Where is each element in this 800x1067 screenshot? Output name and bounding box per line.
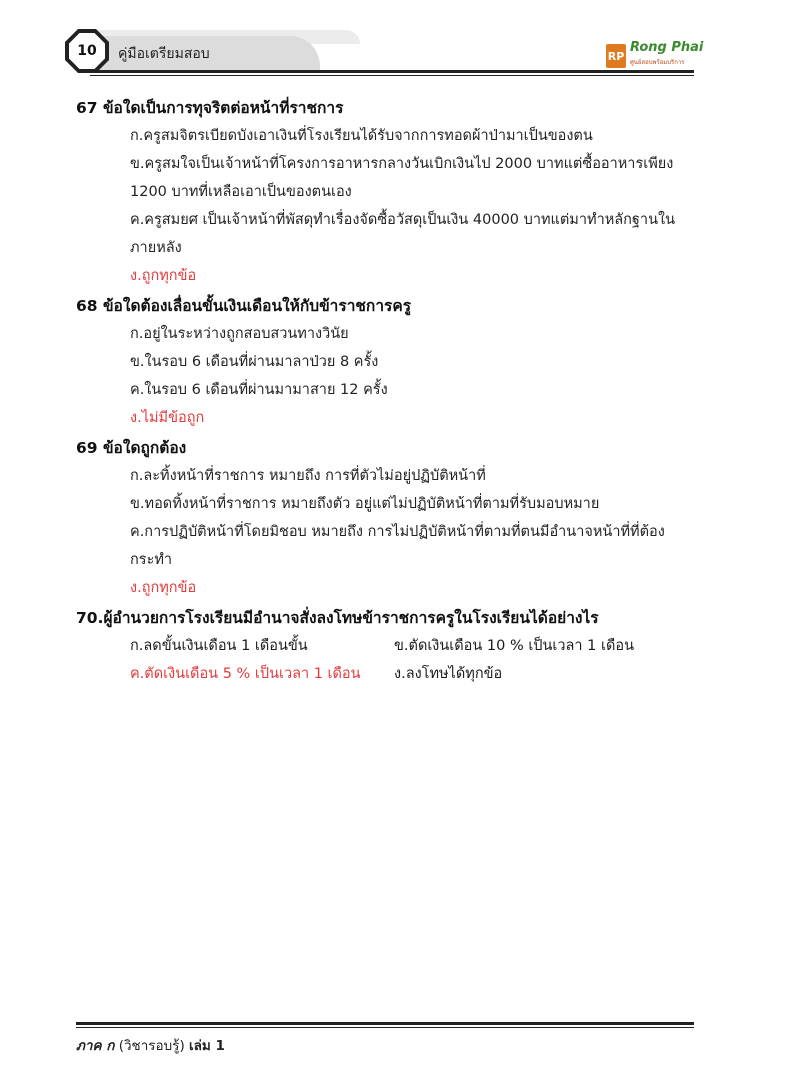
footer-rule-thin <box>76 1027 694 1028</box>
question-title: 70.ผู้อำนวยการโรงเรียนมีอำนาจสั่งลงโทษข้าราชการครูในโรงเรียนได้อย่างไร <box>76 609 599 627</box>
logo-mark: RP <box>606 44 626 68</box>
option-row <box>130 632 706 660</box>
option-answer: ง.ไม่มีข้อถูก <box>130 410 205 426</box>
option: ข.ครูสมใจเป็นเจ้าหน้าที่โครงการอาหารกลางวันเบิกเงินไป 2000 บาทแต่ซื้ออาหารเพียง <box>130 156 674 172</box>
footer-subject: (วิชารอบรู้) <box>118 1038 185 1054</box>
header-rule <box>90 70 694 73</box>
logo-subtitle: ศูนย์สอบพร้อมบริการ <box>630 59 685 66</box>
page-number: 10 <box>77 43 97 59</box>
logo-name: Rong Phai <box>630 40 704 55</box>
question-block <box>76 94 706 290</box>
option-continuation: ภายหลัง <box>130 240 182 256</box>
option: ค.การปฏิบัติหน้าที่โดยมิชอบ หมายถึง การไม่ปฏิบัติหน้าที่ตามที่ตนมีอำนาจหน้าที่ที่ต้อง <box>130 524 665 540</box>
header-rule-thin <box>90 75 694 76</box>
option: ก.อยู่ในระหว่างถูกสอบสวนทางวินัย <box>130 326 349 342</box>
option-continuation: 1200 บาทที่เหลือเอาเป็นของตนเอง <box>130 184 352 200</box>
footer-part: ภาค ก <box>76 1038 115 1054</box>
option-b: ข.ตัดเงินเดือน 10 % เป็นเวลา 1 เดือน <box>394 638 634 654</box>
page-header <box>0 0 800 100</box>
option-answer: ง.ถูกทุกข้อ <box>130 580 197 596</box>
option: ก.ครูสมจิตรเบียดบังเอาเงินที่โรงเรียนได้รับจากการทอดผ้าป่ามาเป็นของตน <box>130 128 593 144</box>
header-title: คู่มือเตรียมสอบ <box>118 46 210 62</box>
question-block <box>76 434 706 602</box>
option-answer: ง.ถูกทุกข้อ <box>130 268 197 284</box>
option-a: ก.ลดขั้นเงินเดือน 1 เดือนขั้น <box>130 638 308 654</box>
question-list <box>76 94 706 602</box>
question-title: 67 ข้อใดเป็นการทุจริตต่อหน้าที่ราชการ <box>76 99 344 117</box>
footer-rule <box>76 1022 694 1025</box>
footer-volume: เล่ม 1 <box>189 1038 225 1054</box>
option: ข.ในรอบ 6 เดือนที่ผ่านมาลาป่วย 8 ครั้ง <box>130 354 379 370</box>
option: ค.ครูสมยศ เป็นเจ้าหน้าที่พัสดุทำเรื่องจัดซื้อวัสดุเป็นเงิน 40000 บาทแต่มาทำหลักฐานใน <box>130 212 675 228</box>
question-block <box>76 292 706 432</box>
option-continuation: กระทำ <box>130 552 173 568</box>
question-title: 68 ข้อใดต้องเลื่อนขั้นเงินเดือนให้กับข้าราชการครู <box>76 297 412 315</box>
option: ข.ทอดทิ้งหน้าที่ราชการ หมายถึงตัว อยู่แต่ไม่ปฏิบัติหน้าที่ตามที่รับมอบหมาย <box>130 496 600 512</box>
option: ค.ในรอบ 6 เดือนที่ผ่านมามาสาย 12 ครั้ง <box>130 382 388 398</box>
page-footer <box>76 1034 225 1056</box>
publisher-logo <box>606 40 704 70</box>
option-row <box>130 660 706 688</box>
option: ก.ละทิ้งหน้าที่ราชการ หมายถึง การที่ตัวไม่อยู่ปฏิบัติหน้าที่ <box>130 468 486 484</box>
question-block <box>76 604 706 688</box>
option-d: ง.ลงโทษได้ทุกข้อ <box>394 666 503 682</box>
option-c-answer: ค.ตัดเงินเดือน 5 % เป็นเวลา 1 เดือน <box>130 666 361 682</box>
page-content <box>76 92 706 688</box>
question-title: 69 ข้อใดถูกต้อง <box>76 439 187 457</box>
